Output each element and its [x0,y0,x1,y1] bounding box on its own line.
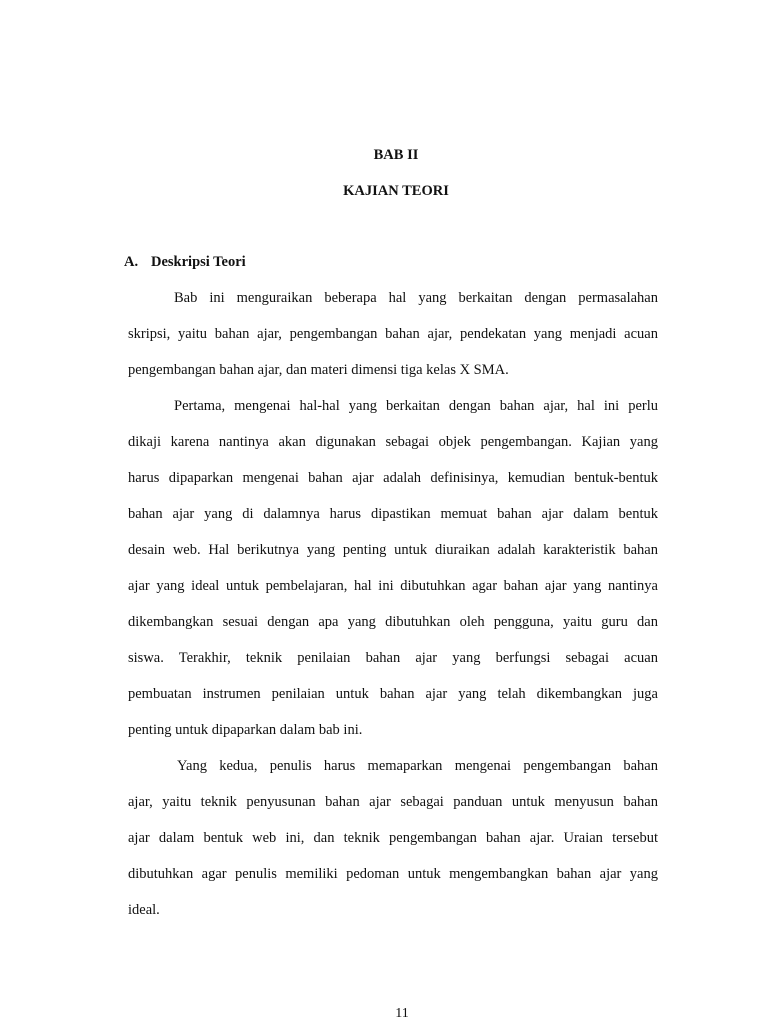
paragraph-line: ajar yang ideal untuk pembelajaran, hal ini dibutuhkan agar bahan ajar yang nantinya [128,578,658,594]
paragraph-2 [128,396,658,756]
chapter-number: BAB II [373,147,419,163]
paragraph-line: penting untuk dipaparkan dalam bab ini. [128,722,363,738]
paragraph-line: Pertama, mengenai hal-hal yang berkaitan dengan bahan ajar, hal ini perlu [174,398,658,414]
paragraph-line: dikaji karena nantinya akan digunakan sebagai objek pengembangan. Kajian yang [128,434,658,450]
section-letter: A. [124,254,139,270]
chapter-title: KAJIAN TEORI [343,183,449,199]
paragraph-line: skripsi, yaitu bahan ajar, pengembangan bahan ajar, pendekatan yang menjadi acuan [128,326,658,342]
paragraph-line: pengembangan bahan ajar, dan materi dimensi tiga kelas X SMA. [128,362,509,378]
paragraph-line: Yang kedua, penulis harus memaparkan mengenai pengembangan bahan [177,758,658,774]
paragraph-line: ajar, yaitu teknik penyusunan bahan ajar sebagai panduan untuk menyusun bahan [128,794,658,810]
paragraph-1 [128,288,658,396]
body-text [128,288,658,936]
paragraph-line: ideal. [128,902,160,918]
paragraph-line: pembuatan instrumen penilaian untuk bahan ajar yang telah dikembangkan juga [128,686,658,702]
paragraph-line: bahan ajar yang di dalamnya harus dipastikan memuat bahan ajar dalam bentuk [128,506,658,522]
section-title: Deskripsi Teori [151,254,246,270]
paragraph-line: desain web. Hal berikutnya yang penting untuk diuraikan adalah karakteristik bahan [128,542,658,558]
paragraph-line: ajar dalam bentuk web ini, dan teknik pengembangan bahan ajar. Uraian tersebut [128,830,658,846]
section-heading [124,254,246,271]
paragraph-line: dikembangkan sesuai dengan apa yang dibutuhkan oleh pengguna, yaitu guru dan [128,614,658,630]
paragraph-line: harus dipaparkan mengenai bahan ajar adalah definisinya, kemudian bentuk-bentuk [128,470,658,486]
paragraph-line: Bab ini menguraikan beberapa hal yang berkaitan dengan permasalahan [174,290,658,306]
paragraph-line: siswa. Terakhir, teknik penilaian bahan ajar yang berfungsi sebagai acuan [128,650,658,666]
page-number: 11 [395,1006,409,1021]
paragraph-line: dibutuhkan agar penulis memiliki pedoman untuk mengembangkan bahan ajar yang [128,866,658,882]
paragraph-3 [128,756,658,936]
